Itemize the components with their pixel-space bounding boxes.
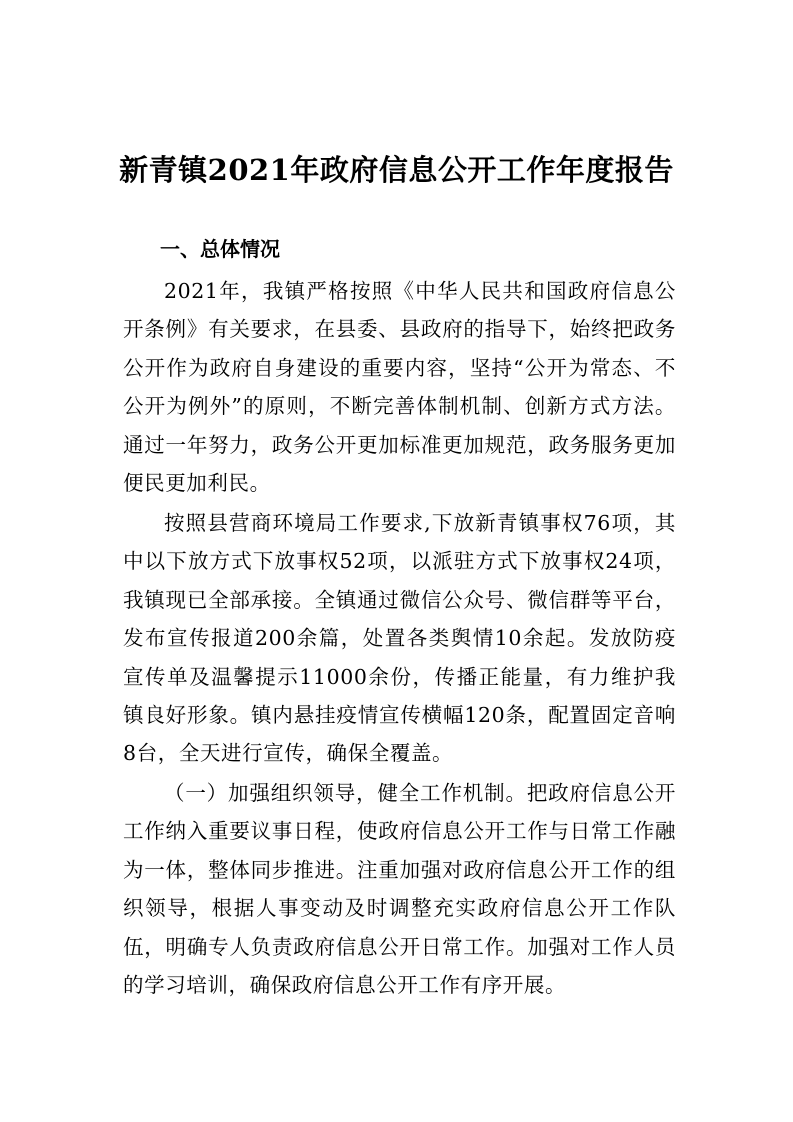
paragraph-overview: 2021年，我镇严格按照《中华人民共和国政府信息公开条例》有关要求，在县委、县政府的指导下，始终把政务公开作为政府自身建设的重要内容，坚持“公开为常态、不公开为例外”的原则，不断完善体制机制、创新方式方法。通过一年努力，政务公开更加标准更加规范，政务服务更加便民更加利民。 — [123, 279, 676, 496]
paragraph-organization-leadership: （一）加强组织领导，健全工作机制。把政府信息公开工作纳入重要议事日程，使政府信息公开工作与日常工作融为一体，整体同步推进。注重加强对政府信息公开工作的组织领导，根据人事变动及时调整充实政府信息公开工作队伍，明确专人负责政府信息公开日常工作。加强对工作人员的学习培训，确保政府信息公开工作有序开展。 — [123, 781, 676, 998]
paragraph-delegated-powers: 按照县营商环境局工作要求,下放新青镇事权76项，其中以下放方式下放事权52项，以派驻方式下放事权24项，我镇现已全部承接。全镇通过微信公众号、微信群等平台，发布宣传报道200余篇，处置各类舆情10余起。发放防疫宣传单及温馨提示11000余份，传播正能量，有力维护我镇良好形象。镇内悬挂疫情宣传横幅120条，配置固定音响8台，全天进行宣传，确保全覆盖。 — [123, 511, 676, 766]
document-title: 新青镇2021年政府信息公开工作年度报告 — [119, 153, 674, 187]
section-heading-overview: 一、总体情况 — [160, 237, 280, 261]
